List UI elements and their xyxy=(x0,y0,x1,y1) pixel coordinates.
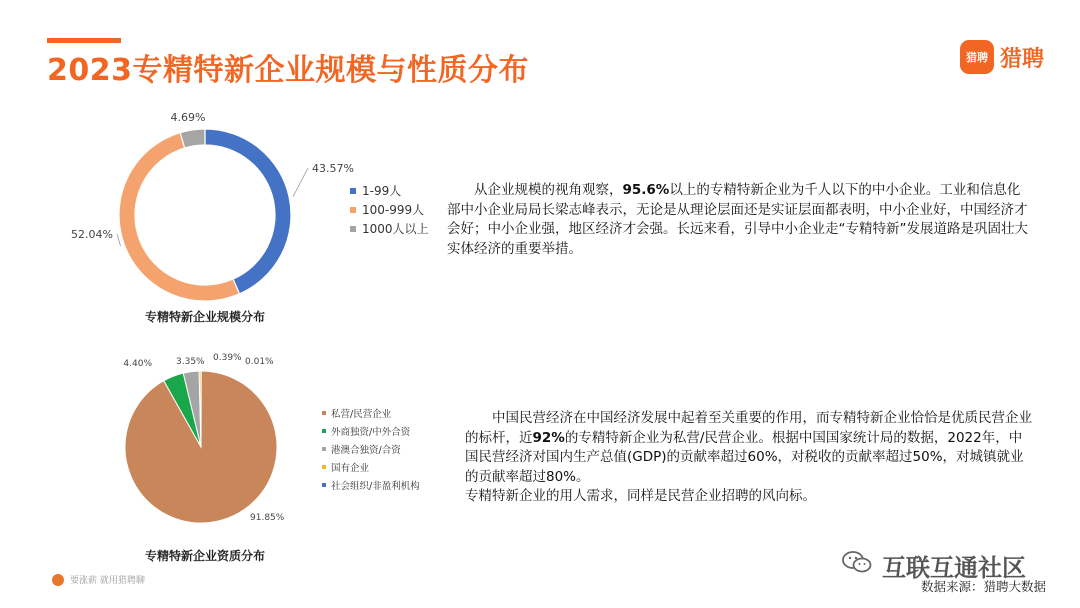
paragraph-1-part-b: 以上的专精特新企业为千人以下的中小企业。工业和信息化部中小企业局局长梁志峰表示，无论是从理论层面还是实证层面都表明，中小企业好，中国经济才会好；中小企业强，地区经济才会强。长远来看，引导中小企业走“专精特新”发展道路是巩固壮大实体经济的重要举措。 xyxy=(447,182,1028,257)
pie-chart-legend xyxy=(322,404,420,494)
paragraph-2-part-a: 中国民营经济在中国经济发展中起着至关重要的作用，而专精特新企业恰恰是优质民营企业的标杆，近 xyxy=(465,410,1032,446)
paragraph-1-highlight: 95.6% xyxy=(622,182,670,198)
donut-chart-title: 专精特新企业规模分布 xyxy=(145,310,266,324)
legend-swatch xyxy=(350,226,356,232)
pie-legend-item-2 xyxy=(322,422,420,440)
liepin-logo-icon: 猎聘 xyxy=(960,40,994,74)
pie-legend-item-1 xyxy=(322,404,420,422)
donut-leader-line-1 xyxy=(293,168,308,197)
pie-value-label-4: 0.39% xyxy=(213,353,242,363)
pie-legend-item-4 xyxy=(322,458,420,476)
donut-value-label-1: 43.57% xyxy=(312,162,354,175)
pie-value-label-2: 4.40% xyxy=(123,359,152,369)
footer-logo-icon xyxy=(52,574,64,586)
donut-legend-item-3 xyxy=(350,219,429,238)
donut-slice-2 xyxy=(119,133,239,301)
paragraph-2-highlight: 92% xyxy=(532,429,565,446)
legend-label: 1000人以上 xyxy=(362,222,429,236)
footer-mark-text: 要涨薪 就用猎聘聊 xyxy=(70,576,145,586)
data-source: 数据来源：猎聘大数据 xyxy=(920,579,1046,594)
legend-swatch xyxy=(322,465,326,469)
donut-value-label-3: 4.69% xyxy=(170,111,206,124)
legend-label: 100-999人 xyxy=(362,203,425,217)
donut-value-label-2: 52.04% xyxy=(71,228,113,241)
donut-legend-item-1 xyxy=(350,181,429,200)
donut-legend-item-2 xyxy=(350,200,429,219)
legend-swatch xyxy=(350,188,356,194)
pie-value-label-3: 3.35% xyxy=(176,357,205,367)
pie-legend-item-3 xyxy=(322,440,420,458)
footer-mark xyxy=(52,573,145,586)
donut-leader-line-2 xyxy=(117,234,121,246)
paragraph-3: 专精特新企业的用人需求，同样是民营企业招聘的风向标。 xyxy=(465,488,816,504)
nature-analysis-text xyxy=(465,409,1035,507)
legend-label: 外商独资/中外合资 xyxy=(331,427,411,438)
legend-label: 港澳合独资/合资 xyxy=(331,445,401,456)
pie-value-label-1: 91.85% xyxy=(250,513,285,523)
legend-swatch xyxy=(322,447,326,451)
legend-swatch xyxy=(322,429,326,433)
brand-name: 猎聘 xyxy=(999,46,1044,72)
legend-label: 国有企业 xyxy=(331,463,370,474)
paragraph-1-part-a: 从企业规模的视角观察， xyxy=(474,182,623,198)
legend-label: 1-99人 xyxy=(362,184,402,198)
donut-slice-1 xyxy=(205,129,291,294)
paragraph-1 xyxy=(447,181,1032,259)
wechat-icon xyxy=(842,550,872,574)
pie-chart-title: 专精特新企业资质分布 xyxy=(145,549,266,563)
paragraph-2-part-b: 的专精特新企业为私营/民营企业。根据中国国家统计局的数据，2022年，中国民营经济对国内生产总值(GDP)的贡献率超过60%，对税收的贡献率超过50%，对城镇就业的贡献率超过80%。 xyxy=(465,429,1024,485)
page-title: 2023专精特新企业规模与性质分布 xyxy=(47,53,529,88)
legend-swatch xyxy=(322,483,326,487)
pie-value-label-5: 0.01% xyxy=(245,357,274,367)
donut-chart-legend xyxy=(350,181,429,238)
pie-legend-item-5 xyxy=(322,476,420,494)
watermark: 互联互通社区 xyxy=(882,554,1026,582)
paragraph-2 xyxy=(465,409,1035,487)
donut-slice-3 xyxy=(180,129,205,148)
legend-label: 私营/民营企业 xyxy=(331,409,392,420)
legend-label: 社会组织/非盈利机构 xyxy=(331,481,420,492)
legend-swatch xyxy=(322,411,326,415)
scale-analysis-text xyxy=(447,181,1032,259)
legend-swatch xyxy=(350,207,356,213)
